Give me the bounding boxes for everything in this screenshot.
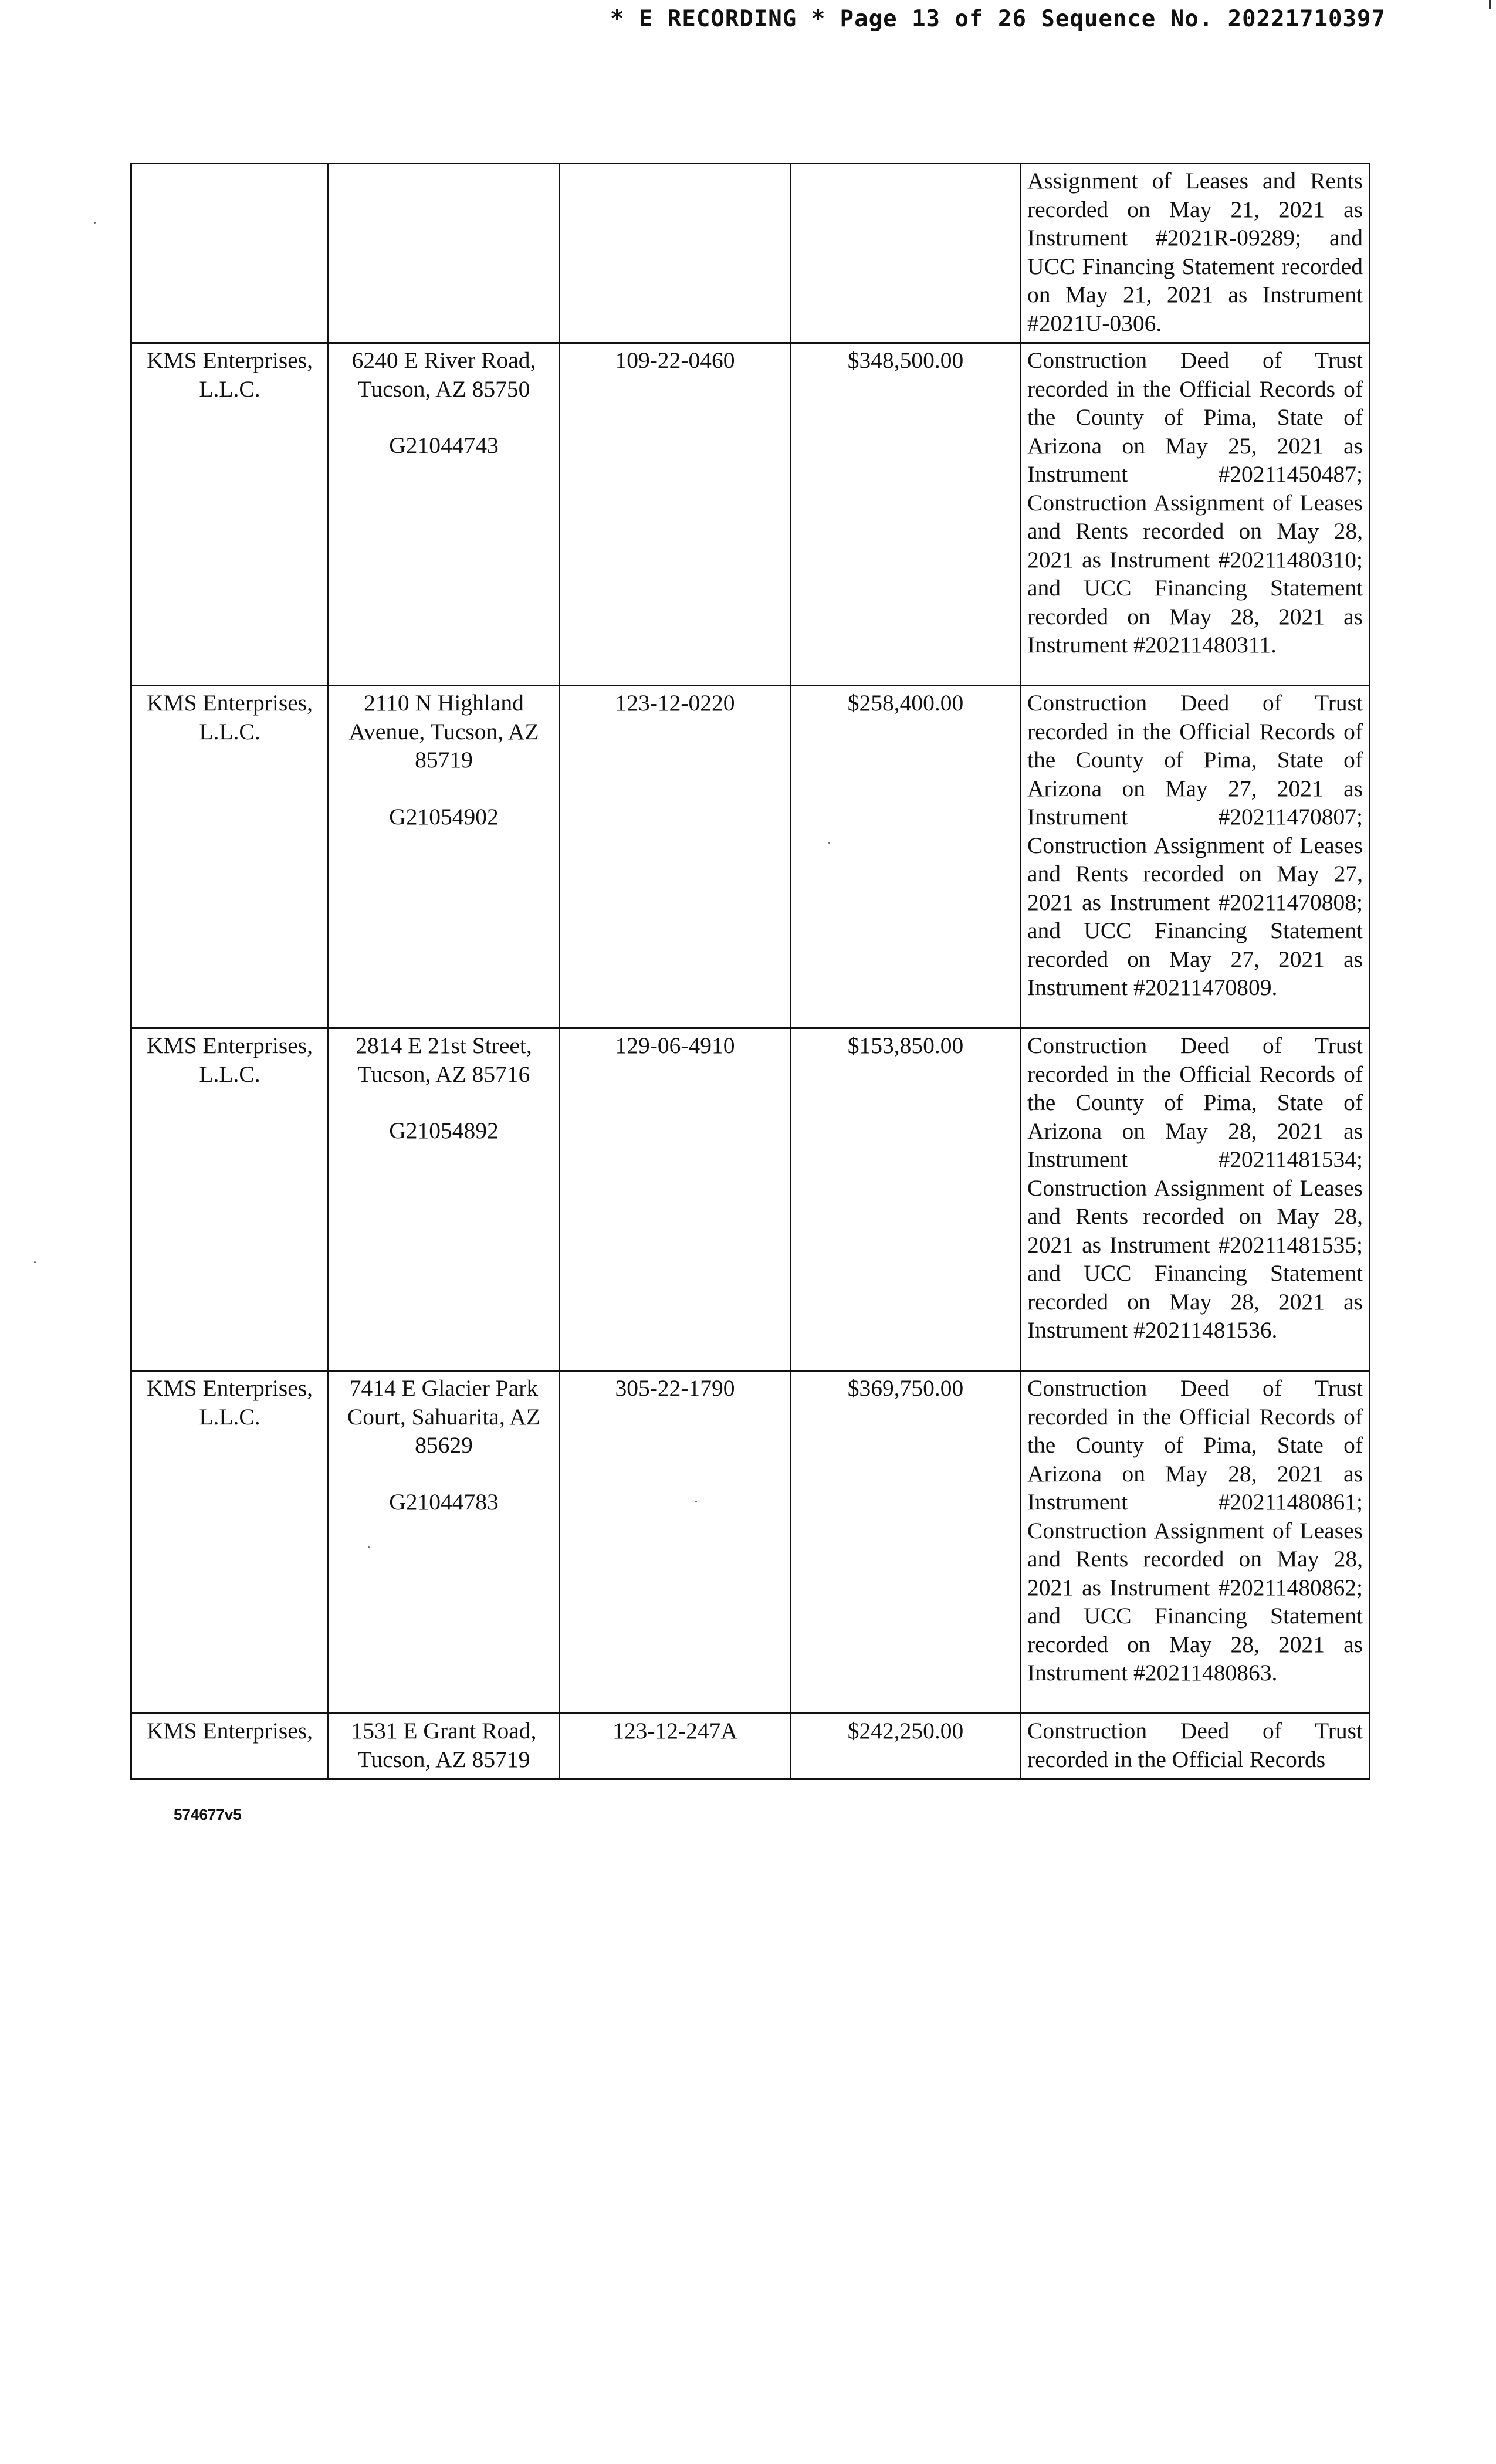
property-address: 6240 E River Road, Tucson, AZ 85750 xyxy=(351,347,536,402)
address-cell xyxy=(329,164,560,343)
owner-cell xyxy=(131,164,329,343)
parcel-cell: 129-06-4910 xyxy=(560,1028,791,1371)
property-address: 7414 E Glacier Park Court, Sahuarita, AZ 85629 xyxy=(347,1375,541,1458)
parcel-cell xyxy=(560,164,791,343)
documents-cell: Construction Deed of Trust recorded in the Official Records of the County of Pima, State of Arizona on May 25, 2021 as Instrument #20211450487; Construction Assignment of Leases and Rents recorded on May 28, 2021 as Instrument #20211480310; and UCC Financing Statement recorded on May 28, 2021 as Instrument #20211480311. xyxy=(1021,343,1370,686)
address-cell xyxy=(329,343,560,686)
recording-header: * E RECORDING * Page 13 of 26 Sequence No. 20221710397 xyxy=(610,6,1386,32)
scan-speck xyxy=(94,222,96,224)
table-row xyxy=(131,1028,1370,1371)
table-row xyxy=(131,1714,1370,1779)
reference-number: G21044783 xyxy=(389,1488,499,1515)
property-address: 2814 E 21st Street, Tucson, AZ 85716 xyxy=(356,1033,532,1087)
property-address: 1531 E Grant Road, Tucson, AZ 85719 xyxy=(351,1718,537,1772)
table-row xyxy=(131,1371,1370,1714)
owner-cell: KMS Enterprises, L.L.C. xyxy=(131,343,329,686)
reference-number: G21054892 xyxy=(389,1118,499,1143)
owner-cell: KMS Enterprises, xyxy=(131,1714,329,1779)
parcel-cell: 305-22-1790 xyxy=(560,1371,791,1714)
documents-cell: Construction Deed of Trust recorded in the Official Records of the County of Pima, State of Arizona on May 28, 2021 as Instrument #20211481534; Construction Assignment of Leases and Rents recorded on May 28, 2021 as Instrument #20211481535; and UCC Financing Statement recorded on May 28, 2021 as Instrument #20211481536. xyxy=(1021,1028,1370,1371)
property-records-table xyxy=(130,163,1370,1780)
parcel-cell: 123-12-247A xyxy=(560,1714,791,1779)
address-cell xyxy=(329,1371,560,1714)
table-row xyxy=(131,686,1370,1028)
parcel-cell: 123-12-0220 xyxy=(560,686,791,1028)
document-version-id: 574677v5 xyxy=(174,1806,242,1823)
amount-cell: $153,850.00 xyxy=(791,1028,1021,1371)
documents-cell: Construction Deed of Trust recorded in the Official Records xyxy=(1021,1714,1370,1779)
reference-number: G21054902 xyxy=(389,803,499,830)
documents-cell: Construction Deed of Trust recorded in the Official Records of the County of Pima, State of Arizona on May 27, 2021 as Instrument #20211470807; Construction Assignment of Leases and Rents recorded on May 27, 2021 as Instrument #20211470808; and UCC Financing Statement recorded on May 27, 2021 as Instrument #20211470809. xyxy=(1021,686,1370,1028)
scan-speck xyxy=(695,1501,697,1502)
owner-cell: KMS Enterprises, L.L.C. xyxy=(131,686,329,1028)
amount-cell: $369,750.00 xyxy=(791,1371,1021,1714)
scan-speck xyxy=(368,1546,370,1548)
amount-cell: $258,400.00 xyxy=(791,686,1021,1028)
amount-cell: $348,500.00 xyxy=(791,343,1021,686)
parcel-cell: 109-22-0460 xyxy=(560,343,791,686)
address-cell xyxy=(329,1714,560,1779)
table-row xyxy=(131,343,1370,686)
property-address: 2110 N Highland Avenue, Tucson, AZ 85719 xyxy=(348,690,539,773)
scan-speck xyxy=(828,842,830,844)
page-edge-mark xyxy=(1489,0,1491,9)
address-cell xyxy=(329,1028,560,1371)
address-cell xyxy=(329,686,560,1028)
reference-number: G21044743 xyxy=(389,432,499,458)
scan-speck xyxy=(34,1261,36,1263)
amount-cell xyxy=(791,164,1021,343)
amount-cell: $242,250.00 xyxy=(791,1714,1021,1779)
documents-cell: Construction Deed of Trust recorded in the Official Records of the County of Pima, State of Arizona on May 28, 2021 as Instrument #20211480861; Construction Assignment of Leases and Rents recorded on May 28, 2021 as Instrument #20211480862; and UCC Financing Statement recorded on May 28, 2021 as Instrument #20211480863. xyxy=(1021,1371,1370,1714)
table-row xyxy=(131,164,1370,343)
documents-cell: Assignment of Leases and Rents recorded on May 21, 2021 as Instrument #2021R-09289; and UCC Financing Statement recorded on May 21, 2021 as Instrument #2021U-0306. xyxy=(1021,164,1370,343)
owner-cell: KMS Enterprises, L.L.C. xyxy=(131,1028,329,1371)
owner-cell: KMS Enterprises, L.L.C. xyxy=(131,1371,329,1714)
